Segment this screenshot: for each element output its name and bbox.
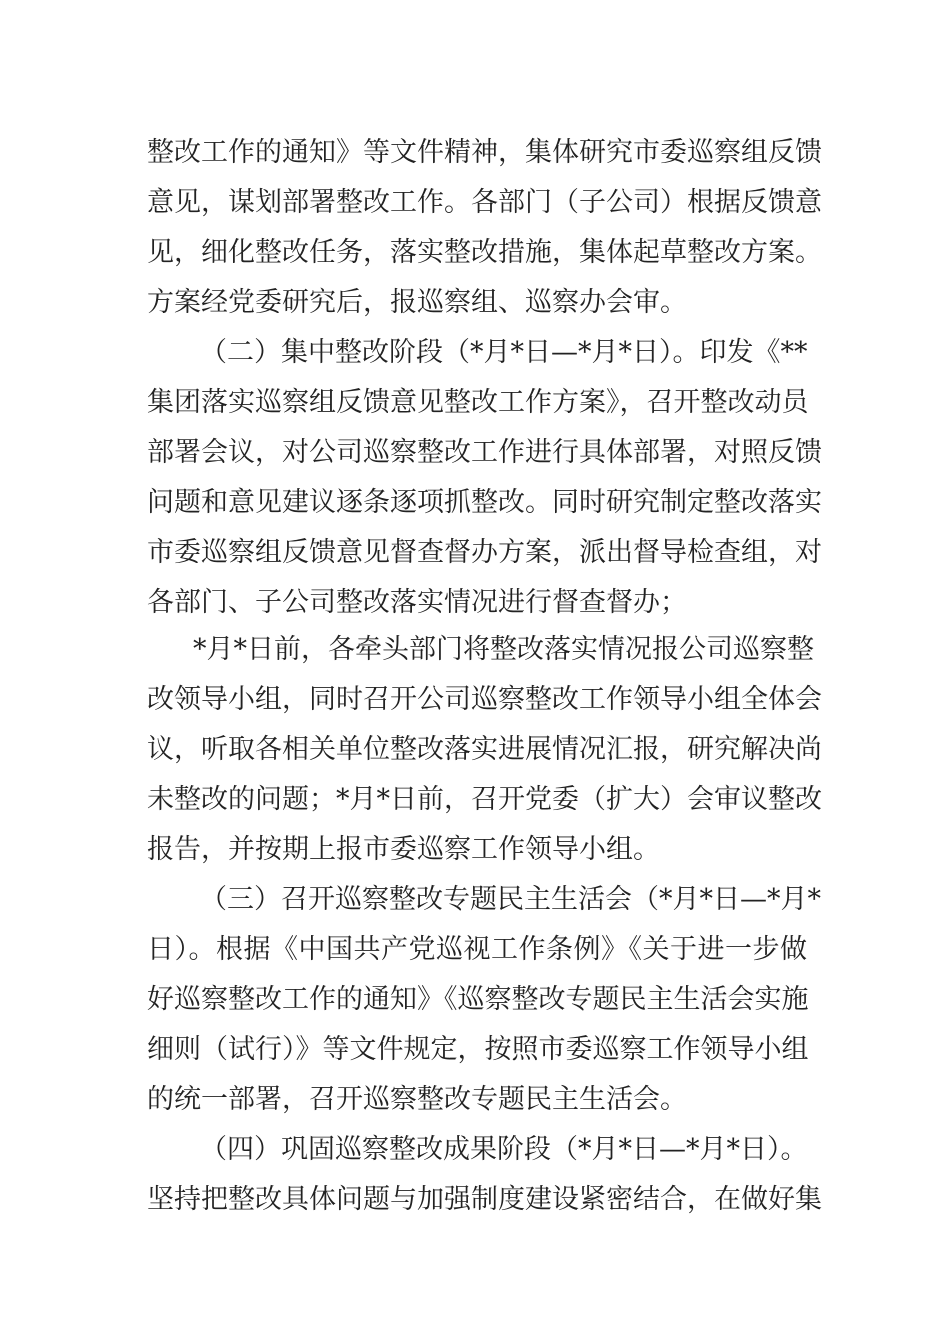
- text-line: 整改工作的通知》等文件精神，集体研究市委巡察组反馈: [147, 137, 822, 168]
- text-line: 未整改的问题；*月*日前，召开党委（扩大）会审议整改: [147, 784, 822, 815]
- text-line: 各部门、子公司整改落实情况进行督查督办；: [147, 587, 687, 618]
- section-heading-2: （二）集中整改阶段（*月*日—*月*日）。印发《**: [200, 337, 808, 368]
- text-line: 意见，谋划部署整改工作。各部门（子公司）根据反馈意: [147, 187, 822, 218]
- text-line: 日）。根据《中国共产党巡视工作条例》《关于进一步做: [147, 934, 807, 965]
- text-line: 好巡察整改工作的通知》《巡察整改专题民主生活会实施: [147, 984, 809, 1015]
- text-line: 报告，并按期上报市委巡察工作领导小组。: [147, 834, 660, 865]
- text-line: 见，细化整改任务，落实整改措施，集体起草整改方案。: [147, 237, 822, 268]
- text-line: 部署会议，对公司巡察整改工作进行具体部署，对照反馈: [147, 437, 822, 468]
- text-line: 市委巡察组反馈意见督查督办方案，派出督导检查组，对: [147, 537, 822, 568]
- section-heading-3: （三）召开巡察整改专题民主生活会（*月*日—*月*: [200, 884, 821, 915]
- text-line: 坚持把整改具体问题与加强制度建设紧密结合，在做好集: [147, 1184, 822, 1215]
- text-line: 细则（试行）》等文件规定，按照市委巡察工作领导小组: [147, 1034, 809, 1065]
- text-line: 的统一部署，召开巡察整改专题民主生活会。: [147, 1084, 687, 1115]
- text-line: 议，听取各相关单位整改落实进展情况汇报，研究解决尚: [147, 734, 822, 765]
- text-line: 问题和意见建议逐条逐项抓整改。同时研究制定整改落实: [147, 487, 822, 518]
- text-line: 方案经党委研究后，报巡察组、巡察办会审。: [147, 287, 687, 318]
- text-line: 改领导小组，同时召开公司巡察整改工作领导小组全体会: [147, 684, 822, 715]
- paragraph-start: *月*日前，各牵头部门将整改落实情况报公司巡察整: [193, 634, 814, 665]
- text-line: 集团落实巡察组反馈意见整改工作方案》，召开整改动员: [147, 387, 809, 418]
- section-heading-4: （四）巩固巡察整改成果阶段（*月*日—*月*日）。: [200, 1134, 808, 1165]
